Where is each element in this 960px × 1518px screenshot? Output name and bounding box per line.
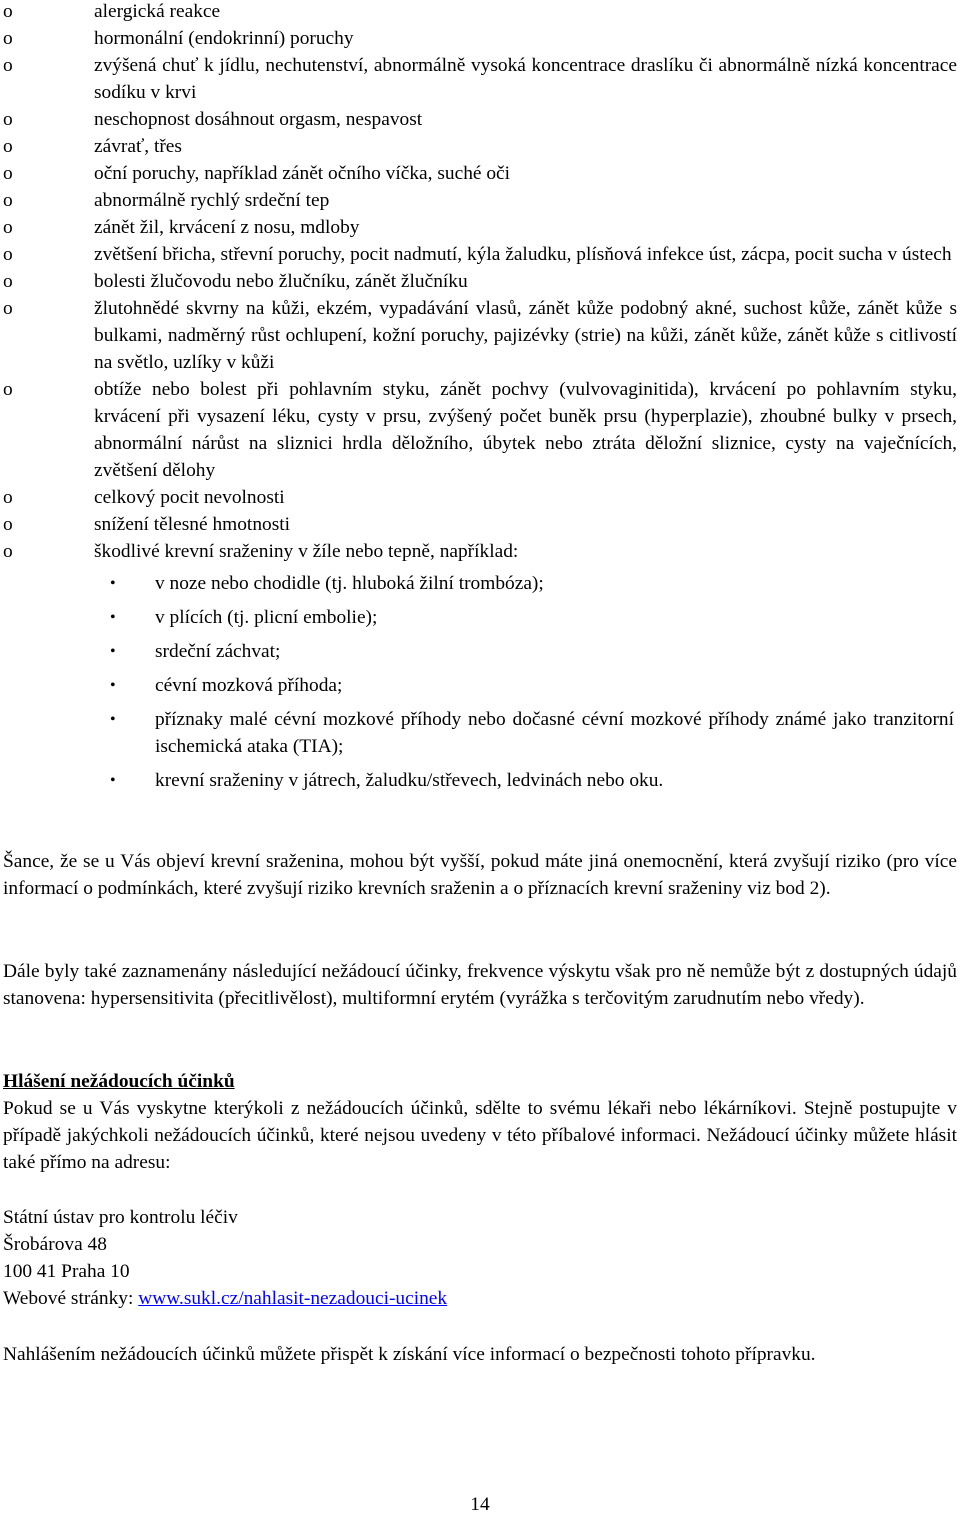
circle-bullet: o xyxy=(3,487,13,508)
sub-list-item xyxy=(94,604,957,631)
sub-list-item-text: v plících (tj. plicní embolie); xyxy=(155,607,378,628)
dot-bullet: • xyxy=(110,711,116,728)
circle-bullet: o xyxy=(3,514,13,535)
dot-bullet: • xyxy=(110,677,116,694)
address-street: Šrobárova 48 xyxy=(3,1234,107,1255)
list-item-text: snížení tělesné hmotnosti xyxy=(94,514,291,535)
circle-bullet: o xyxy=(3,271,13,292)
sub-list-item xyxy=(94,767,957,794)
circle-bullet: o xyxy=(3,541,13,562)
list-item-text: zvětšení břicha, střevní poruchy, pocit nadmutí, kýla žaludku, plísňová infekce úst, zácpa, pocit sucha v ústech xyxy=(94,244,952,265)
list-item xyxy=(0,295,960,376)
circle-bullet: o xyxy=(3,28,13,49)
sub-list-item-text: příznaky malé cévní mozkové příhody nebo dočasné cévní mozkové příhody známé jako tranzitorní ischemická ataka (TIA); xyxy=(155,709,954,757)
closing-paragraph: Nahlášením nežádoucích účinků můžete přispět k získání více informací o bezpečnosti tohoto přípravku. xyxy=(3,1344,816,1365)
reporting-heading: Hlášení nežádoucích účinků xyxy=(3,1071,235,1092)
list-item-text: oční poruchy, například zánět očního víčka, suché oči xyxy=(94,163,511,184)
circle-bullet: o xyxy=(3,244,13,265)
list-item xyxy=(0,160,960,187)
list-item-text: škodlivé krevní sraženiny v žíle nebo tepně, například: xyxy=(94,541,519,562)
clot-locations-list xyxy=(94,565,957,794)
list-item xyxy=(0,133,960,160)
list-item-text: celkový pocit nevolnosti xyxy=(94,487,285,508)
list-item-text: neschopnost dosáhnout orgasm, nespavost xyxy=(94,109,423,130)
address-city: 100 41 Praha 10 xyxy=(3,1261,130,1282)
list-item xyxy=(0,376,960,484)
sub-list-item xyxy=(94,570,957,597)
sub-list-item xyxy=(94,706,957,760)
list-item xyxy=(0,187,960,214)
list-item xyxy=(0,538,960,794)
website-link[interactable]: www.sukl.cz/nahlasit-nezadouci-ucinek xyxy=(138,1288,448,1309)
circle-bullet: o xyxy=(3,136,13,157)
website-line xyxy=(3,1285,957,1312)
circle-bullet: o xyxy=(3,217,13,238)
institution-name: Státní ústav pro kontrolu léčiv xyxy=(3,1207,238,1228)
website-label: Webové stránky: xyxy=(3,1288,139,1309)
dot-bullet: • xyxy=(110,575,116,592)
circle-bullet: o xyxy=(3,55,13,76)
list-item xyxy=(0,106,960,133)
list-item-text: zvýšená chuť k jídlu, nechutenství, abnormálně vysoká koncentrace draslíku či abnormálně nízká koncentrace sodíku v krvi xyxy=(94,55,957,103)
circle-bullet: o xyxy=(3,163,13,184)
list-item-text: bolesti žlučovodu nebo žlučníku, zánět žlučníku xyxy=(94,271,468,292)
clot-risk-paragraph: Šance, že se u Vás objeví krevní sraženina, mohou být vyšší, pokud máte jiná onemocnění, která zvyšují riziko (pro více informací o podmínkách, které zvyšují riziko krevních sraženin a o příznacích krevní sraženiny viz bod 2). xyxy=(3,851,957,899)
sub-list-item-text: cévní mozková příhoda; xyxy=(155,675,343,696)
list-item xyxy=(0,511,960,538)
list-item-text: obtíže nebo bolest při pohlavním styku, zánět pochvy (vulvovaginitida), krvácení po pohlavním styku, krvácení při vysazení léku, cysty v prsu, zvýšený počet buněk prsu (hyperplazie), zhoubné bulky v prsech, abnormální nárůst na sliznici hrdla děložního, úbytek nebo ztráta děložní sliznice, cysty na vaječnících, zvětšení dělohy xyxy=(94,379,957,481)
reporting-text: Pokud se u Vás vyskytne kterýkoli z nežádoucích účinků, sdělte to svému lékaři nebo lékárníkovi. Stejně postupujte v případě jakýchkoli nežádoucích účinků, které nejsou uvedeny v této příbalové informaci. Nežádoucí účinky můžete hlásit také přímo na adresu: xyxy=(3,1098,957,1173)
circle-bullet: o xyxy=(3,190,13,211)
list-item xyxy=(0,484,960,511)
list-item-text: žlutohnědé skvrny na kůži, ekzém, vypadávání vlasů, zánět kůže podobný akné, suchost kůže, zánět kůže s bulkami, nadměrný růst ochlupení, kožní poruchy, pajizévky (strie) na kůži, zánět kůže, zánět kůže s citlivostí na světlo, uzlíky v kůži xyxy=(94,298,957,373)
list-item-text: alergická reakce xyxy=(94,1,221,22)
list-item xyxy=(0,241,960,268)
circle-bullet: o xyxy=(3,1,13,22)
sub-list-item xyxy=(94,638,957,665)
unknown-frequency-paragraph: Dále byly také zaznamenány následující nežádoucí účinky, frekvence výskytu však pro ně nemůže být z dostupných údajů stanovena: hypersensitivita (přecitlivělost), multiformní erytém (vyrážka s terčovitým zarudnutím nebo vředy). xyxy=(3,961,957,1009)
sub-list-item-text: v noze nebo chodidle (tj. hluboká žilní trombóza); xyxy=(155,573,544,594)
sub-list-item-text: srdeční záchvat; xyxy=(155,641,281,662)
list-item-text: hormonální (endokrinní) poruchy xyxy=(94,28,354,49)
list-item xyxy=(0,214,960,241)
list-item xyxy=(0,52,960,106)
list-item-text: abnormálně rychlý srdeční tep xyxy=(94,190,330,211)
list-item xyxy=(0,25,960,52)
circle-bullet: o xyxy=(3,379,13,400)
reporting-section xyxy=(3,1068,957,1176)
circle-bullet: o xyxy=(3,298,13,319)
sub-list-item xyxy=(94,672,957,699)
list-item-text: zánět žil, krvácení z nosu, mdloby xyxy=(94,217,360,238)
dot-bullet: • xyxy=(110,609,116,626)
dot-bullet: • xyxy=(110,643,116,660)
reporting-address xyxy=(3,1204,957,1312)
dot-bullet: • xyxy=(110,772,116,789)
list-item-text: závrať, třes xyxy=(94,136,182,157)
list-item xyxy=(0,0,960,25)
sub-list-item-text: krevní sraženiny v játrech, žaludku/střevech, ledvinách nebo oku. xyxy=(155,770,664,791)
page-number: 14 xyxy=(470,1494,490,1515)
circle-bullet: o xyxy=(3,109,13,130)
list-item xyxy=(0,268,960,295)
